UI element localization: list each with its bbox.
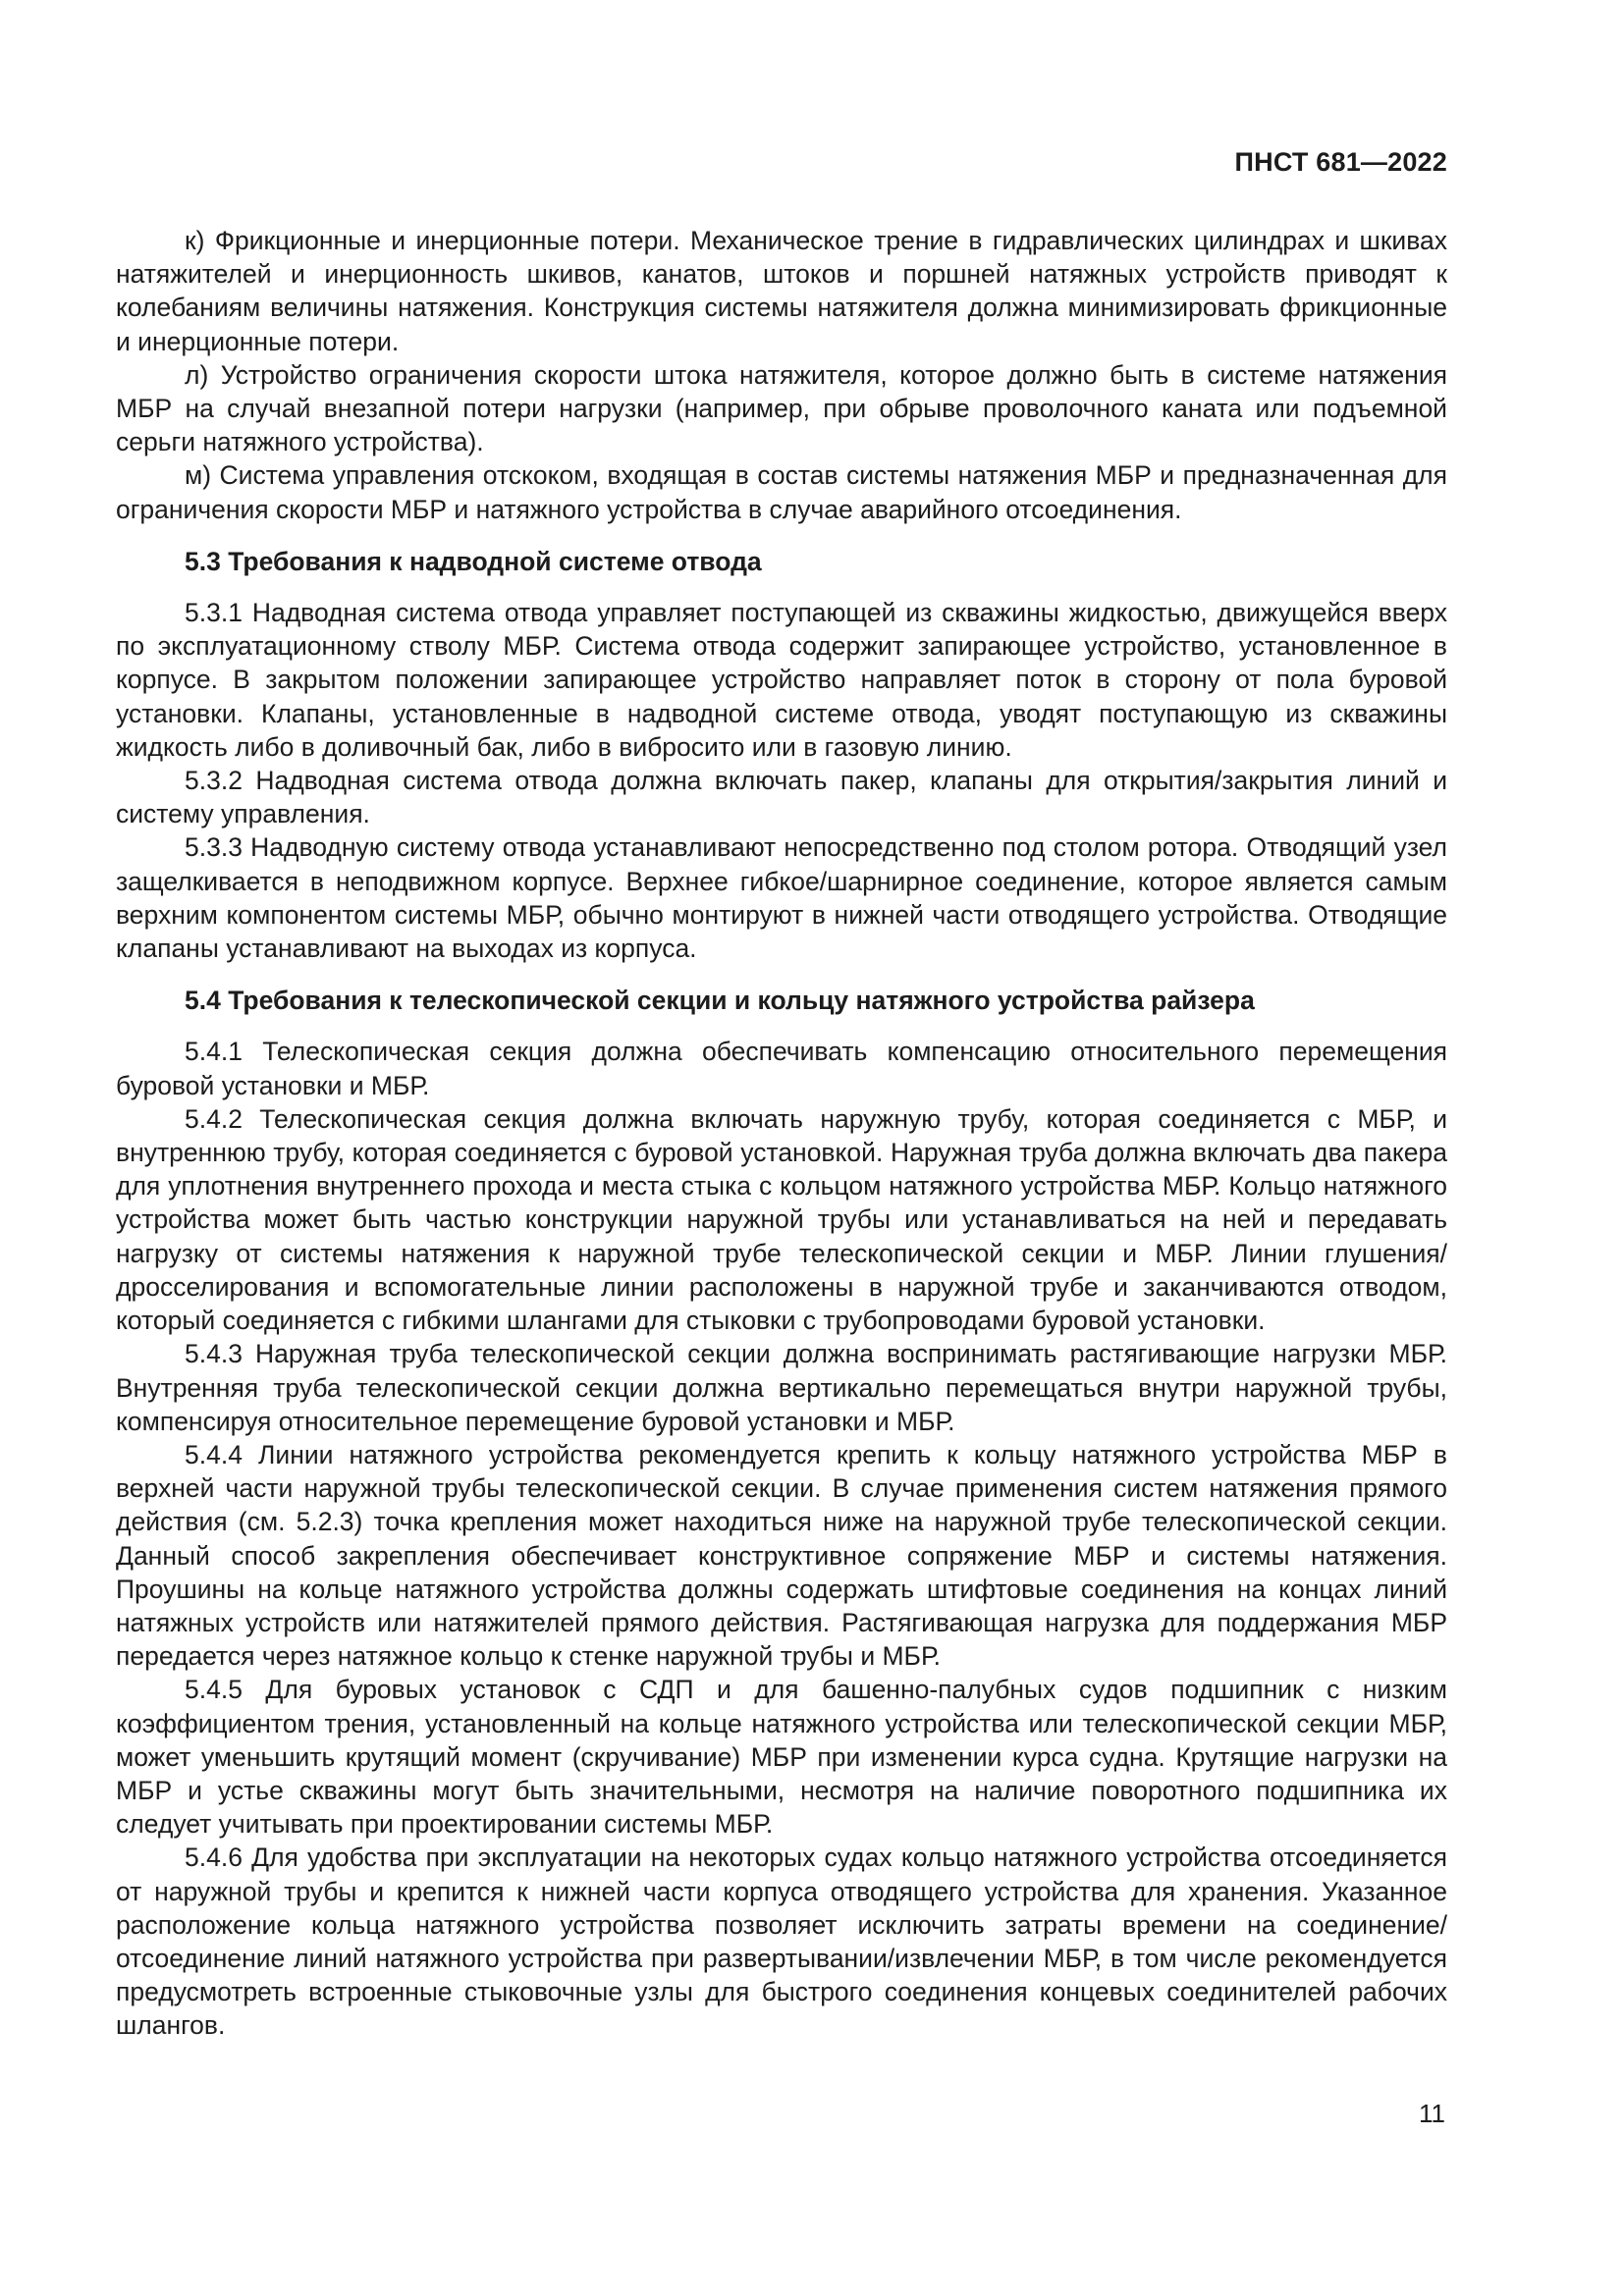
paragraph-5-4-5: 5.4.5 Для буровых установок с СДП и для башенно-палубных судов подшипник с низким коэффициентом трения, установленный на кольце натяжного устройства или телескопической секции МБР, может уменьшить крутящий момент (скручивание) МБР при изменении курса судна. Крутящие нагрузки на МБР и устье скважины могут быть значительными, несмотря на наличие поворотного подшипника их следует учитывать при проектировании системы МБР. <box>116 1675 1447 1840</box>
paragraph-l: л) Устройство ограничения скорости штока натяжителя, которое должно быть в системе натяжения МБР на случай внезапной потери нагрузки (например, при обрыве проволочного каната или подъемной серьги натяжного устройства). <box>116 359 1447 457</box>
paragraph-5-4-2: 5.4.2 Телескопическая секция должна включать наружную трубу, которая соединяется с МБР, и внутреннюю трубу, которая соединяется с буровой установкой. Наружная труба должна включать два пакера для уплотнения внутреннего прохода и места стыка с кольцом натяжного устройства МБР. Кольцо натяжного устройства может быть частью конструкции наружной трубы или устанавливаться на ней и передавать нагрузку от системы натяжения к наружной трубе телескопической секции и МБР. Линии глушения/дросселирования и вспомогательные линии расположены в наружной трубе и заканчиваются отводом, который соединяется с гибкими шлангами для стыковки с трубопроводами буровой установки. <box>116 1103 1447 1336</box>
paragraph-5-4-4: 5.4.4 Линии натяжного устройства рекомендуется крепить к кольцу натяжного устройства МБР в верхней части наружной трубы телескопической секции. В случае применения систем натяжения прямого действия (см. 5.2.3) точка крепления может находиться ниже на наружной трубе телескопической секции. Данный способ закрепления обеспечивает конструктивное сопряжение МБР и системы натяжения. Проушины на кольце натяжного устройства должны содержать штифтовые соединения на концах линий натяжных устройств или натяжителей прямого действия. Растягивающая нагрузка для поддержания МБР передается через натяжное кольцо к стенке наружной трубы и МБР. <box>116 1439 1447 1672</box>
document-code-header: ПНСТ 681—2022 <box>1234 147 1447 177</box>
paragraph-5-4-6: 5.4.6 Для удобства при эксплуатации на некоторых судах кольцо натяжного устройства отсоединяется от наружной трубы и крепится к нижней части корпуса отводящего устройства для хранения. Указанное расположение кольца натяжного устройства позволяет исключить затраты времени на соединение/отсоединение линий натяжного устройства при развертывании/извлечении МБР, в том числе рекомендуется предусмотреть встроенные стыковочные узлы для быстрого соединения концевых соединителей рабочих шлангов. <box>116 1842 1447 2041</box>
document-body <box>116 224 1447 2043</box>
paragraph-5-4-1: 5.4.1 Телескопическая секция должна обеспечивать компенсацию относительного перемещения буровой установки и МБР. <box>116 1037 1447 1100</box>
paragraph-5-3-3: 5.3.3 Надводную систему отвода устанавливают непосредственно под столом ротора. Отводящий узел защелкивается в неподвижном корпусе. Верхнее гибкое/шарнирное соединение, которое является самым верхним компонентом системы МБР, обычно монтируют в нижней части отводящего устройства. Отводящие клапаны устанавливают на выходах из корпуса. <box>116 832 1447 964</box>
paragraph-5-3-1: 5.3.1 Надводная система отвода управляет поступающей из скважины жидкостью, движущейся вверх по эксплуатационному стволу МБР. Система отвода содержит запирающее устройство, установленное в корпусе. В закрытом положении запирающее устройство направляет поток в сторону от пола буровой установки. Клапаны, установленные в надводной системе отвода, уводят поступающую из скважины жидкость либо в доливочный бак, либо в вибросито или в газовую линию. <box>116 598 1447 762</box>
page-number: 11 <box>1419 2099 1445 2128</box>
section-5-3-heading: 5.3 Требования к надводной системе отвода <box>185 546 762 576</box>
paragraph-k: к) Фрикционные и инерционные потери. Механическое трение в гидравлических цилиндрах и шкивах натяжителей и инерционность шкивов, канатов, штоков и поршней натяжных устройств приводят к колебаниям величины натяжения. Конструкция системы натяжителя должна минимизировать фрикционные и инерционные потери. <box>116 226 1447 356</box>
paragraph-m: м) Система управления отскоком, входящая в состав системы натяжения МБР и предназначенная для ограничения скорости МБР и натяжного устройства в случае аварийного отсоединения. <box>116 460 1447 524</box>
section-5-4-heading: 5.4 Требования к телескопической секции и кольцу натяжного устройства райзера <box>185 986 1255 1016</box>
paragraph-5-4-3: 5.4.3 Наружная труба телескопической секции должна воспринимать растягивающие нагрузки МБР. Внутренняя труба телескопической секции должна вертикально перемещаться внутри наружной трубы, компенсируя относительное перемещение буровой установки и МБР. <box>116 1339 1447 1436</box>
paragraph-5-3-2: 5.3.2 Надводная система отвода должна включать пакер, клапаны для открытия/закрытия линий и систему управления. <box>116 766 1447 829</box>
